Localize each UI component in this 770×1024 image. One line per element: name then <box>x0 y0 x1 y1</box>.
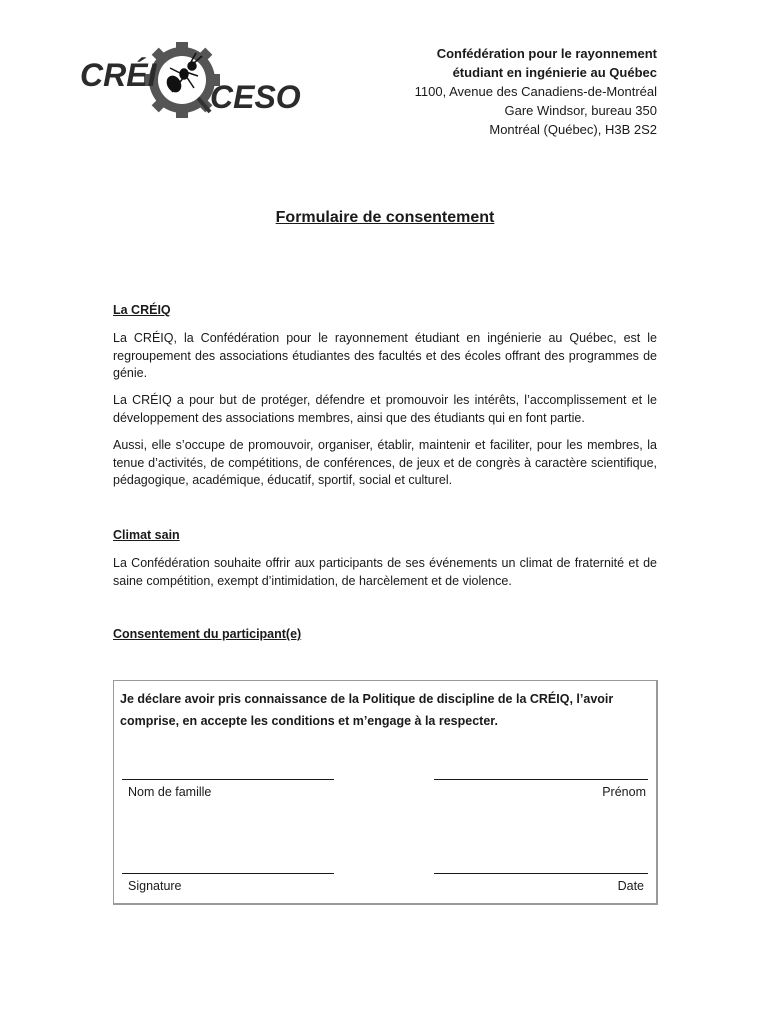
consent-box <box>113 680 658 905</box>
date-label: Date <box>617 879 644 893</box>
last-name-line[interactable] <box>122 779 334 780</box>
paragraph-creiq-2: La CRÉIQ a pour but de protéger, défendre et promouvoir les intérêts, l’accomplissement et le développement des associations membres, ainsi que des étudiants qui en font partie. <box>113 393 657 425</box>
page-title: Formulaire de consentement <box>275 209 495 226</box>
paragraph-creiq-1: La CRÉIQ, la Confédération pour le rayonnement étudiant en ingénierie au Québec, est le regroupement des associations étudiantes des facultés et des écoles offrant des programmes de génie. <box>113 331 657 380</box>
first-name-label: Prénom <box>602 785 646 799</box>
date-line[interactable] <box>434 873 648 874</box>
last-name-label: Nom de famille <box>128 785 212 799</box>
address-line3: Montréal (Québec), H3B 2S2 <box>489 122 657 137</box>
address-block <box>337 44 657 139</box>
section-heading-consent: Consentement du participant(e) <box>113 627 302 641</box>
address-line1: 1100, Avenue des Canadiens-de-Montréal <box>414 84 657 99</box>
org-name-line2: étudiant en ingénierie au Québec <box>452 65 657 80</box>
signature-line[interactable] <box>122 873 334 874</box>
logo-right-text: CESO <box>210 79 301 115</box>
signature-label: Signature <box>128 879 182 893</box>
address-line2: Gare Windsor, bureau 350 <box>504 103 657 118</box>
org-name-line1: Confédération pour le rayonnement <box>436 46 657 61</box>
consent-declaration: Je déclare avoir pris connaissance de la Politique de discipline de la CRÉIQ, l’avoir comprise, en accepte les conditions et m’engage à la respecter. <box>120 692 614 728</box>
creiq-logo <box>78 42 318 118</box>
paragraph-climat-1: La Confédération souhaite offrir aux participants de ses événements un climat de fraternité et de saine compétition, exempt d’intimidation, de harcèlement et de violence. <box>113 556 657 588</box>
section-heading-creiq: La CRÉIQ <box>113 303 171 317</box>
logo-left-text: CRÉI <box>80 57 157 93</box>
paragraph-creiq-3: Aussi, elle s’occupe de promouvoir, organiser, établir, maintenir et faciliter, pour les membres, la tenue d’activités, de compétitions, de conférences, de jeux et de congrès à caractère scientifique, pédagogique, académique, éducatif, sportif, social et culturel. <box>113 438 657 487</box>
section-heading-climat: Climat sain <box>113 528 180 542</box>
first-name-line[interactable] <box>434 779 648 780</box>
